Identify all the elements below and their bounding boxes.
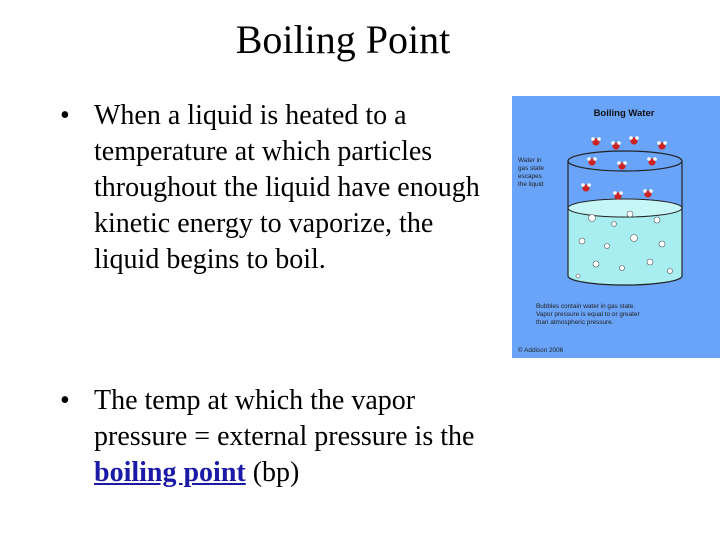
bullet-marker: • <box>60 100 70 131</box>
boiling-water-figure <box>512 96 720 358</box>
figure-note-bottom: Bubbles contain water in gas state. Vapor pressure is equal to or greater than atmospheric pressure. <box>536 303 640 326</box>
figure-credit: © Addison 2006 <box>518 347 564 354</box>
bubble <box>589 215 596 222</box>
slide-title: Boiling Point <box>235 17 451 62</box>
water-molecule-icon <box>613 191 623 199</box>
bullet-2 <box>60 383 500 491</box>
bubble <box>659 241 665 247</box>
water-molecule-icon <box>581 183 591 191</box>
water-molecule-icon <box>591 137 601 145</box>
water-molecule-icon <box>657 141 667 149</box>
bubble <box>605 244 610 249</box>
figure-note-left: Water in gas state escapes the liquid <box>518 157 544 188</box>
bubble <box>631 235 638 242</box>
bullet-2-text <box>94 383 500 491</box>
gas-molecules <box>581 136 667 199</box>
bubble <box>579 238 585 244</box>
bubble <box>627 211 633 217</box>
bullet-2-text-after: (bp) <box>245 457 300 488</box>
boiling-point-link[interactable]: boiling point <box>94 457 246 488</box>
bullet-1 <box>60 98 490 278</box>
boiling-water-diagram <box>512 96 720 358</box>
bullet-2-text-before: The temp at which the vapor pressure = external pressure is the <box>94 385 475 452</box>
cylinder-rim <box>568 151 682 171</box>
water-molecule-icon <box>611 141 621 149</box>
bubble <box>620 266 625 271</box>
bubble <box>647 259 653 265</box>
water-molecule-icon <box>587 157 597 165</box>
water-molecule-icon <box>617 161 627 169</box>
bubble <box>612 222 617 227</box>
figure-title: Boiling Water <box>593 108 655 119</box>
bubble <box>668 269 673 274</box>
water-fill <box>568 208 682 285</box>
water-molecule-icon <box>629 136 639 144</box>
bubble <box>576 274 580 278</box>
water-surface <box>568 199 682 217</box>
water-molecule-icon <box>647 157 657 165</box>
water-molecule-icon <box>643 189 653 197</box>
bullet-marker: • <box>60 385 70 416</box>
bubble <box>654 217 660 223</box>
bullet-1-text: When a liquid is heated to a temperature at which particles throughout the liquid have enough kinetic energy to vaporize, the liquid begins to boil. <box>94 100 480 275</box>
bubble <box>593 261 599 267</box>
